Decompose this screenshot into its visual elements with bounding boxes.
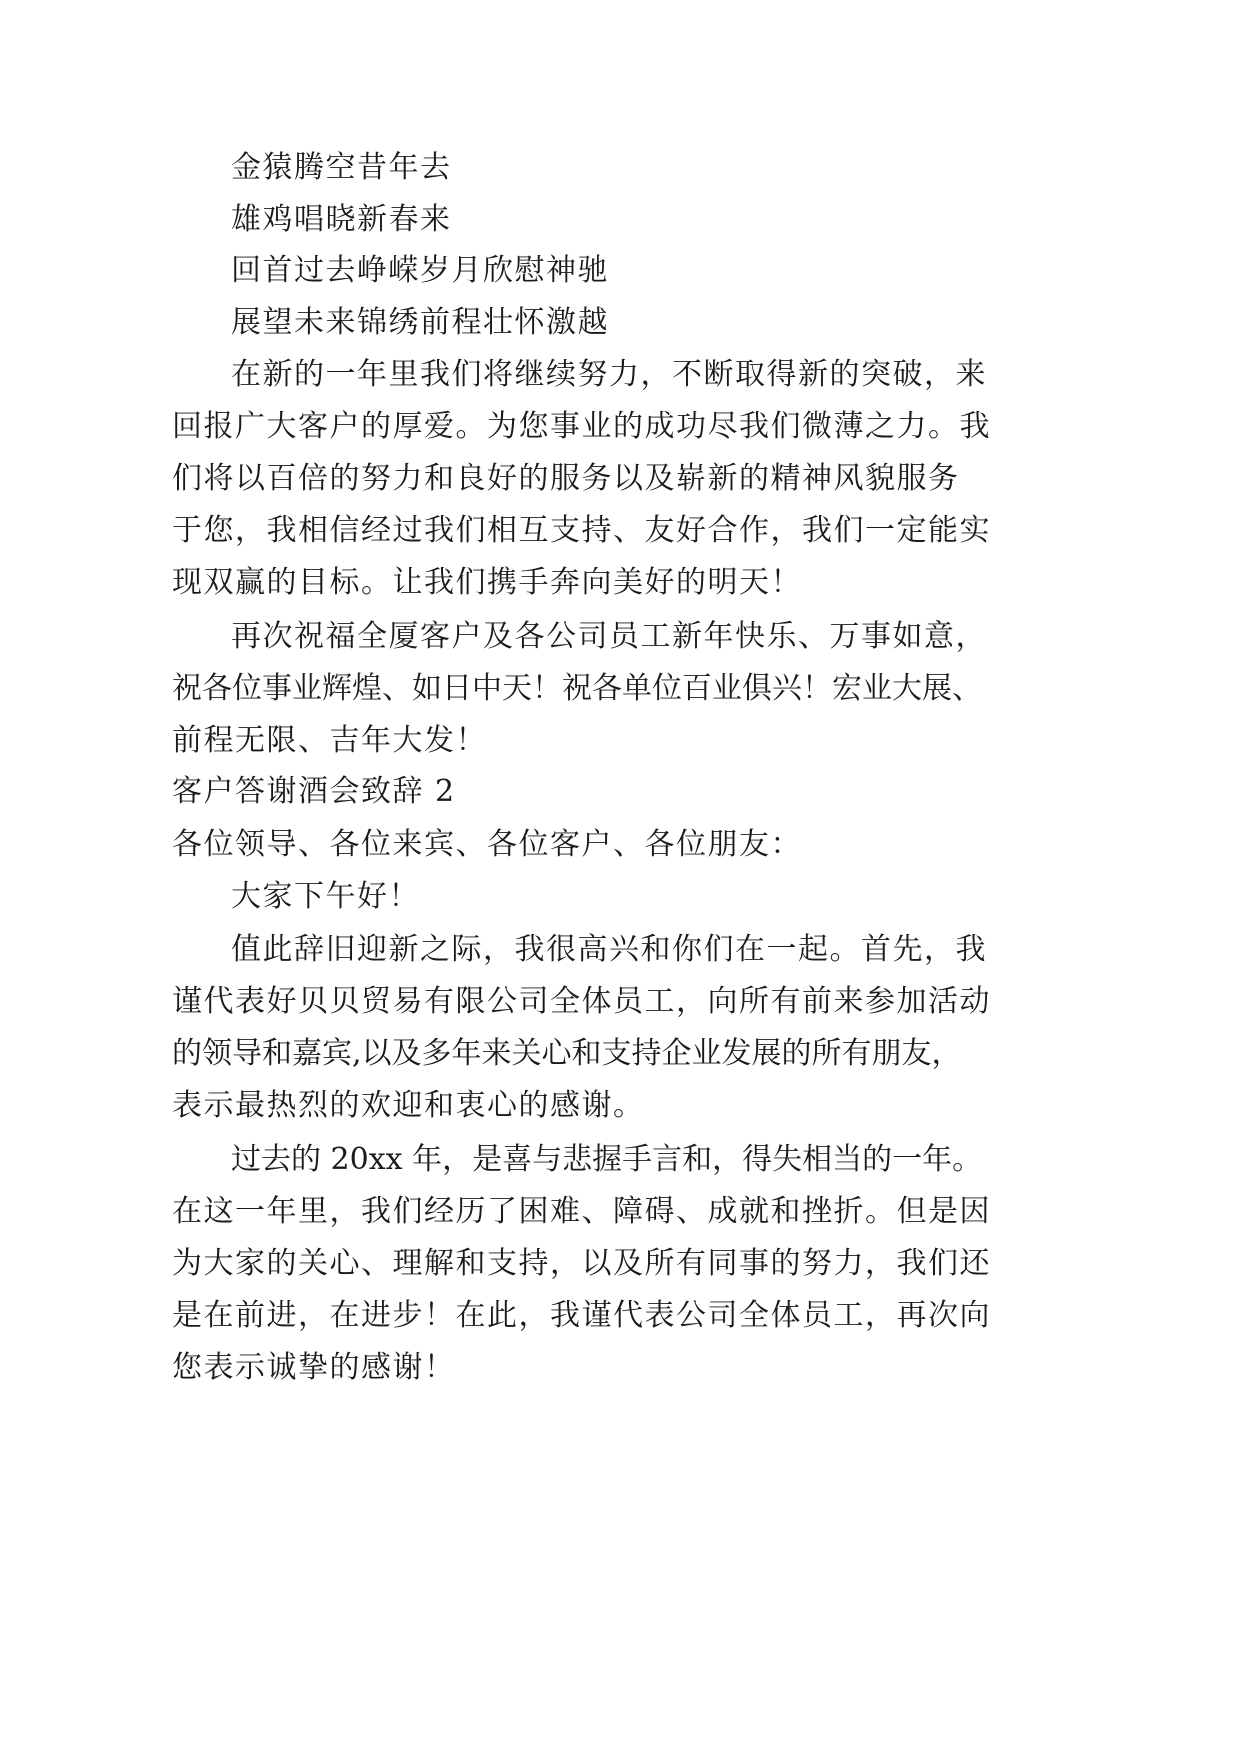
poem-line: 回首过去峥嵘岁月欣慰神驰 xyxy=(231,253,609,288)
paragraph-line: 们将以百倍的努力和良好的服务以及崭新的精神风貌服务 xyxy=(172,461,960,496)
paragraph-line: 回报广大客户的厚爱。为您事业的成功尽我们微薄之力。我 xyxy=(172,409,991,444)
paragraph-line: 现双赢的目标。让我们携手奔向美好的明天！ xyxy=(172,565,802,600)
paragraph-line: 再次祝福全厦客户及各公司员工新年快乐、万事如意， xyxy=(231,619,987,654)
paragraph-line: 于您，我相信经过我们相互支持、友好合作，我们一定能实 xyxy=(172,513,991,548)
paragraph-line: 为大家的关心、理解和支持，以及所有同事的努力，我们还 xyxy=(172,1246,991,1281)
salutation: 各位领导、各位来宾、各位客户、各位朋友： xyxy=(172,827,802,862)
paragraph-line: 前程无限、吉年大发！ xyxy=(172,723,487,758)
poem-line: 金猿腾空昔年去 xyxy=(231,150,452,185)
paragraph-line: 的领导和嘉宾,以及多年来关心和支持企业发展的所有朋友， xyxy=(172,1036,962,1071)
paragraph-line: 值此辞旧迎新之际，我很高兴和你们在一起。首先，我 xyxy=(231,932,987,967)
poem-line: 雄鸡唱晓新春来 xyxy=(231,202,452,237)
section-title: 客户答谢酒会致辞 2 xyxy=(172,774,456,809)
paragraph-line: 表示最热烈的欢迎和衷心的感谢。 xyxy=(172,1088,645,1123)
poem-line: 展望未来锦绣前程壮怀激越 xyxy=(231,305,609,340)
paragraph-line: 谨代表好贝贝贸易有限公司全体员工，向所有前来参加活动 xyxy=(172,984,991,1019)
paragraph-line: 过去的 20xx 年，是喜与悲握手言和，得失相当的一年。 xyxy=(231,1142,983,1177)
paragraph-line: 您表示诚挚的感谢！ xyxy=(172,1350,456,1385)
paragraph-line: 在新的一年里我们将继续努力，不断取得新的突破，来 xyxy=(231,357,987,392)
paragraph-line: 是在前进，在进步！在此，我谨代表公司全体员工，再次向 xyxy=(172,1298,991,1333)
paragraph-line: 在这一年里，我们经历了困难、障碍、成就和挫折。但是因 xyxy=(172,1194,991,1229)
greeting: 大家下午好！ xyxy=(231,879,420,914)
paragraph-line: 祝各位事业辉煌、如日中天！祝各单位百业俱兴！宏业大展、 xyxy=(172,671,982,706)
